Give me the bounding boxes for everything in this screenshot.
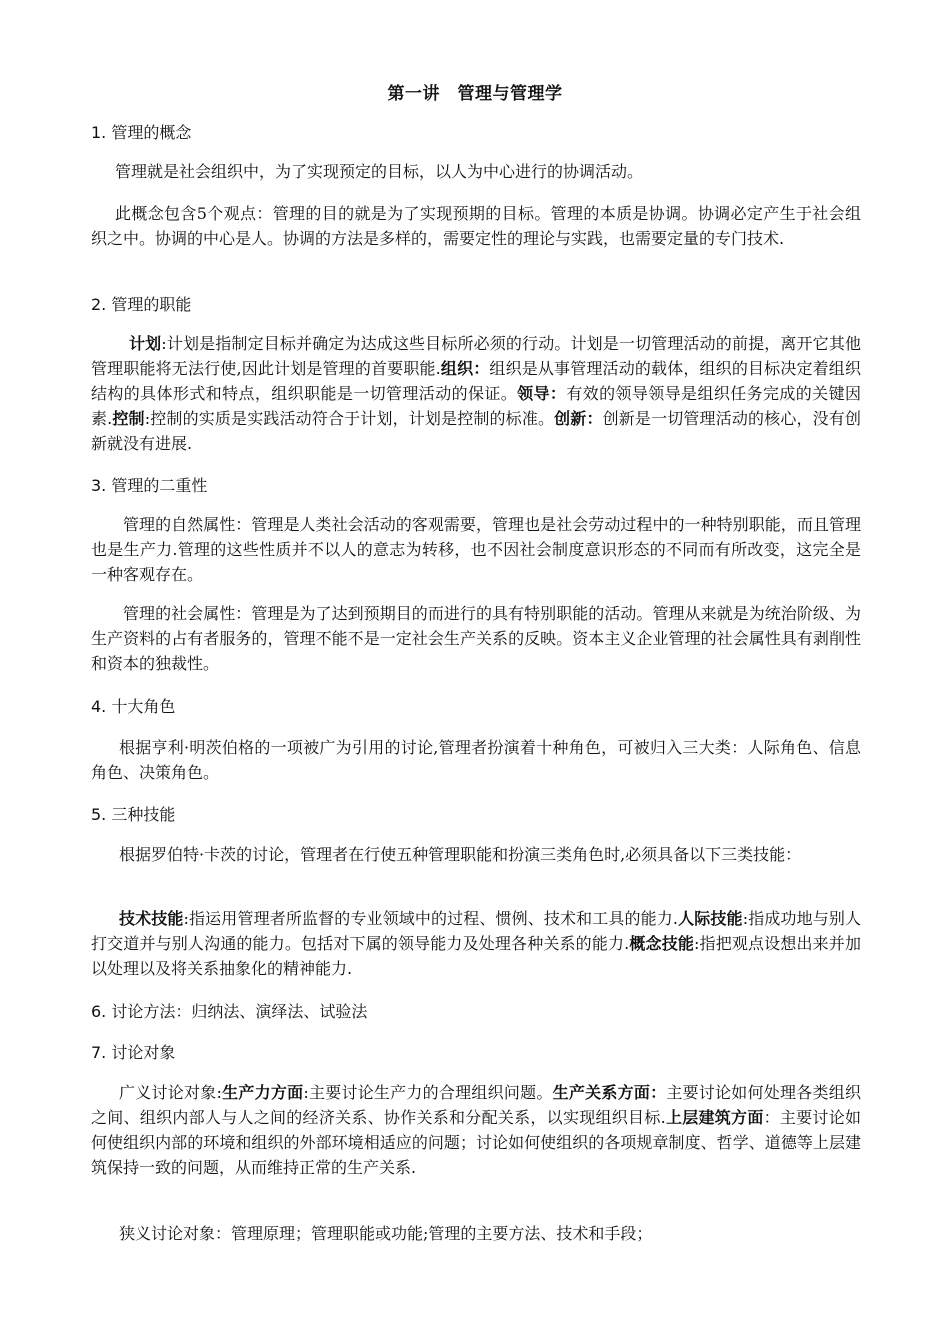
text-leading: 有效的领导领导是组织任务完成的关键因素. [91,384,861,428]
section-4-paragraph: 根据亨利·明茨伯格的一项被广为引用的讨论,管理者扮演着十种角色，可被归入三大类：人际角色、信息角色、决策角色。 [91,738,861,782]
term-organizing: 组织： [440,359,490,378]
section-1-paragraph-2: 此概念包含5个观点：管理的目的就是为了实现预期的目标。管理的本质是协调。协调必定产生于社会组织之中。协调的中心是人。协调的方法是多样的，需要定性的理论与实践，也需要定量的专门技术. [91,204,861,248]
text-technical-skills: :指运用管理者所监督的专业领域中的过程、惯例、技术和工具的能力. [183,909,679,928]
section-6-heading: 6. 讨论方法：归纳法、演绎法、试验法 [91,1002,368,1021]
section-3-paragraph-1: 管理的自然属性：管理是人类社会活动的客观需要，管理也是社会劳动过程中的一种特别职能，而且管理也是生产力.管理的这些性质并不以人的意志为转移，也不因社会制度意识形态的不同而有所改变，这完全是一种客观存在。 [91,515,861,584]
term-leading: 领导： [517,384,567,403]
term-innovation: 创新： [554,409,603,428]
term-productivity: 生产力方面 [221,1083,304,1102]
term-production-relations: 生产关系方面： [552,1083,667,1102]
text-broad-objects: 广义讨论对象: [119,1083,222,1102]
text-productivity: :主要讨论生产力的合理组织问题。 [303,1083,553,1102]
section-7-paragraph-1 [91,1080,861,1180]
section-1-heading: 1. 管理的概念 [91,123,192,142]
section-5-paragraph-2 [91,906,861,981]
text-superstructure: ：主要讨论如何使组织内部的环境和组织的外部环境相适应的问题；讨论如何使组织的各项规章制度、哲学、道德等上层建筑保持一致的问题，从而维持正常的生产关系. [91,1108,861,1177]
text-human-skills: :指成功地与别人打交道并与别人沟通的能力。包括对下属的领导能力及处理各种关系的能力. [91,909,861,953]
term-conceptual-skills: 概念技能 [629,934,695,953]
term-controlling: 控制 [112,409,145,428]
section-1-paragraph-1: 管理就是社会组织中，为了实现预定的目标，以人为中心进行的协调活动。 [115,162,644,181]
text-planning: :计划是指制定目标并确定为达成这些目标所必须的行动。计划是一切管理活动的前提，离开它其他管理职能将无法行使,因此计划是管理的首要职能. [91,334,861,378]
term-technical-skills: 技术技能 [119,909,184,928]
text-innovation: 创新是一切管理活动的核心，没有创新就没有进展. [91,409,861,453]
section-7-paragraph-2: 狭义讨论对象：管理原理；管理职能或功能;管理的主要方法、技术和手段； [119,1224,653,1243]
section-2-heading: 2. 管理的职能 [91,295,192,314]
term-planning: 计划 [129,334,162,353]
section-2-paragraph [91,331,861,456]
section-3-paragraph-2: 管理的社会属性：管理是为了达到预期目的而进行的具有特别职能的活动。管理从来就是为统治阶级、为生产资料的占有者服务的，管理不能不是一定社会生产关系的反映。资本主义企业管理的社会属性具有剥削性和资本的独裁性。 [91,604,861,673]
text-organizing: 组织是从事管理活动的载体，组织的目标决定着组织结构的具体形式和特点，组织职能是一切管理活动的保证。 [91,359,861,403]
section-4-heading: 4. 十大角色 [91,697,176,716]
section-7-heading: 7. 讨论对象 [91,1043,176,1062]
term-superstructure: 上层建筑方面 [665,1108,764,1127]
term-human-skills: 人际技能 [678,909,743,928]
page-title: 第一讲 管理与管理学 [387,84,563,104]
text-controlling: :控制的实质是实践活动符合于计划，计划是控制的标准。 [144,409,555,428]
section-3-heading: 3. 管理的二重性 [91,476,208,495]
section-5-heading: 5. 三种技能 [91,805,176,824]
text-production-relations: 主要讨论如何处理各类组织之间、组织内部人与人之间的经济关系、协作关系和分配关系，以实现组织目标. [91,1083,861,1127]
text-conceptual-skills: :指把观点设想出来并加以处理以及将关系抽象化的精神能力. [91,934,861,978]
section-5-paragraph-1: 根据罗伯特·卡茨的讨论，管理者在行使五种管理职能和扮演三类角色时,必须具备以下三类技能： [119,845,802,864]
